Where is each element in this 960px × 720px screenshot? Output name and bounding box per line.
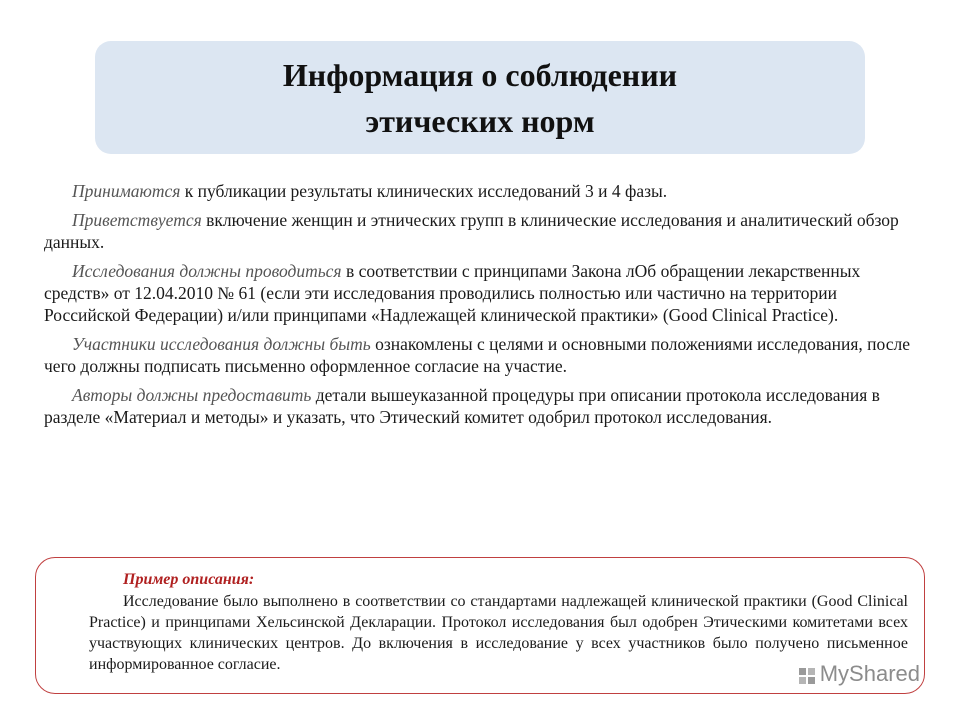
paragraph-authors bbox=[44, 384, 914, 428]
example-text: Исследование было выполнено в соответствии со стандартами надлежащей клинической практики (Good Clinical Practice) и принципами Хельсинской Декларации. Протокол исследования был одобрен Этическими комитетами всех участвующих клинических центров. До включения в исследование у всех участников было получено письменное информированное согласие. bbox=[89, 593, 908, 673]
paragraph-text: ознакомлены с целями и основными положениями исследования, после чего должны подписать письменно оформленное согласие на участие. bbox=[44, 334, 910, 376]
watermark-text: MyShared bbox=[819, 661, 920, 686]
paragraph-lead: Приветствуется bbox=[72, 210, 202, 230]
body-text bbox=[44, 180, 914, 435]
paragraph-lead: Участники исследования должны быть bbox=[72, 334, 371, 354]
paragraph-text: к публикации результаты клинических исследований 3 и 4 фазы. bbox=[180, 181, 668, 201]
paragraph-lead: Авторы должны предоставить bbox=[72, 385, 312, 405]
example-title: Пример описания: bbox=[123, 571, 255, 588]
paragraph-inclusion bbox=[44, 209, 914, 253]
title-line-2: этических норм bbox=[365, 102, 595, 139]
paragraph-lead: Исследования должны проводиться bbox=[72, 261, 342, 281]
paragraph-lead: Принимаются bbox=[72, 181, 181, 201]
watermark bbox=[798, 661, 920, 687]
example-box bbox=[35, 557, 925, 694]
paragraph-text: в соответствии с принципами Закона лОб обращении лекарственных средств» от 12.04.2010 № 61 (если эти исследования проводились полностью или частично на территории Российской Федерации) и/или принципами «Надлежащей клинической практики» (Good Clinical Practice). bbox=[44, 261, 861, 325]
paragraph-participants bbox=[44, 333, 914, 377]
paragraph-text: детали вышеуказанной процедуры при описании протокола исследования в разделе «Материал и методы» и указать, что Этический комитет одобрил протокол исследования. bbox=[44, 385, 880, 427]
paragraph-text: включение женщин и этнических групп в клинические исследования и аналитический обзор данных. bbox=[44, 210, 899, 252]
myshared-logo-icon bbox=[798, 665, 816, 683]
title-line-1: Информация о соблюдении bbox=[282, 56, 678, 93]
paragraph-law bbox=[44, 260, 914, 326]
paragraph-publication bbox=[44, 180, 914, 202]
title-box bbox=[95, 41, 865, 154]
